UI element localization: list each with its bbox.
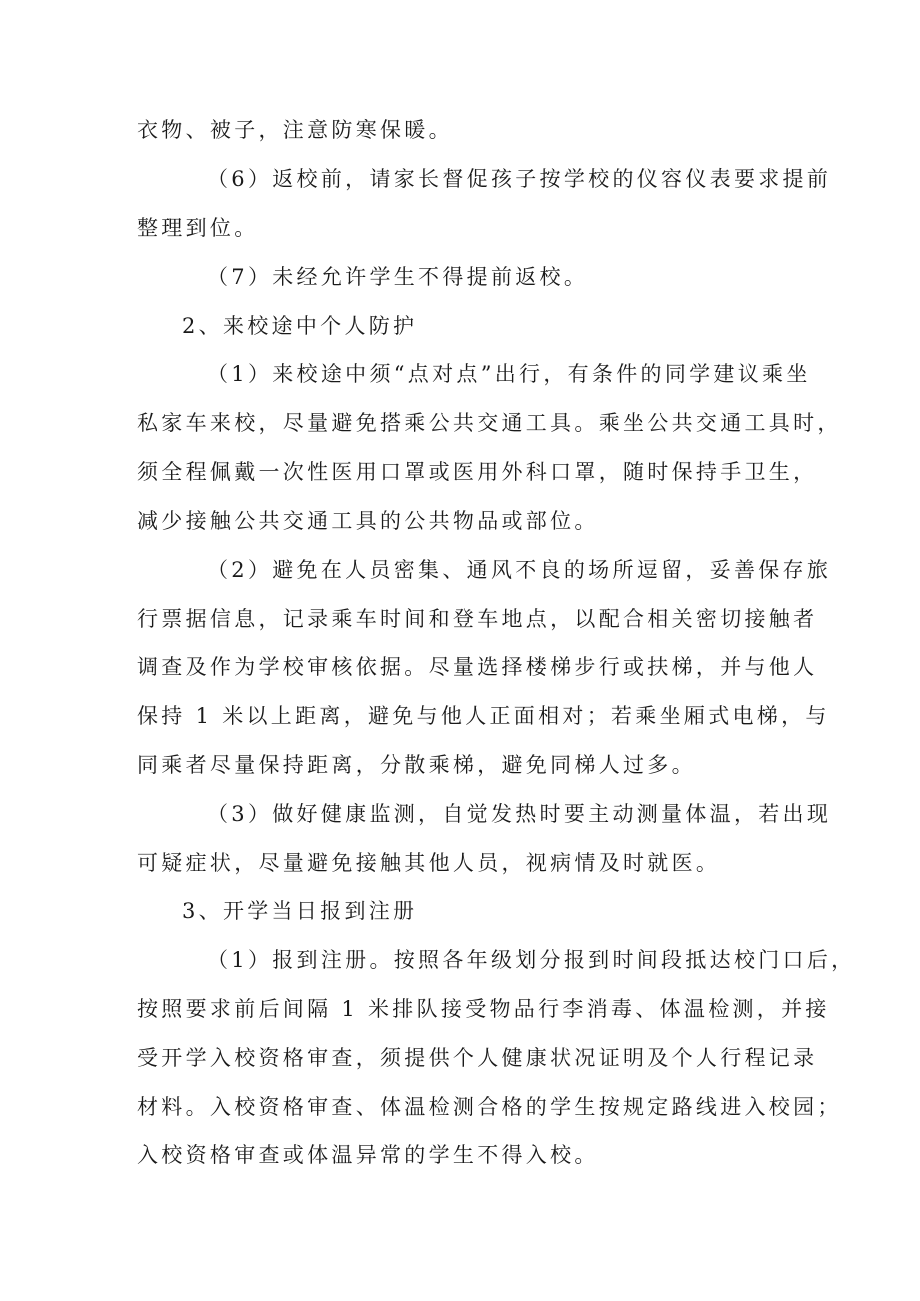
text-line: （6）返校前，请家长督促孩子按学校的仪容仪表要求提前 [207,167,832,191]
section-heading: 2、来校途中个人防护 [182,314,418,338]
text-line: （7）未经允许学生不得提前返校。 [207,265,589,289]
text-line: （2）避免在人员密集、通风不良的场所逗留，妥善保存旅 [207,558,832,582]
text-line: 须全程佩戴一次性医用口罩或医用外科口罩，随时保持手卫生， [137,460,818,484]
text-line: 保持 1 米以上距离，避免与他人正面相对；若乘坐厢式电梯，与 [137,704,830,728]
text-line: 私家车来校，尽量避免搭乘公共交通工具。乘坐公共交通工具时， [137,411,842,435]
text-line: 受开学入校资格审查，须提供个人健康状况证明及个人行程记录 [137,1046,818,1070]
text-line: 衣物、被子，注意防寒保暖。 [137,118,453,142]
text-line: 调查及作为学校审核依据。尽量选择楼梯步行或扶梯，并与他人 [137,655,818,679]
text-line: 整理到位。 [137,216,259,240]
section-heading: 3、开学当日报到注册 [182,899,418,923]
text-line: 行票据信息，记录乘车时间和登车地点，以配合相关密切接触者 [137,607,818,631]
text-line: （1）来校途中须“点对点”出行，有条件的同学建议乘坐 [207,362,811,386]
text-line: 同乘者尽量保持距离，分散乘梯，避免同梯人过多。 [137,753,696,777]
text-line: 可疑症状，尽量避免接触其他人员，视病情及时就医。 [137,851,721,875]
text-line: 材料。入校资格审查、体温检测合格的学生按规定路线进入校园； [137,1095,842,1119]
text-line: （1）报到注册。按照各年级划分报到时间段抵达校门口后， [207,948,856,972]
text-line: 按照要求前后间隔 1 米排队接受物品行李消毒、体温检测，并接 [137,997,830,1021]
text-line: 减少接触公共交通工具的公共物品或部位。 [137,509,599,533]
text-line: （3）做好健康监测，自觉发热时要主动测量体温，若出现 [207,802,832,826]
text-line: 入校资格审查或体温异常的学生不得入校。 [137,1143,599,1167]
